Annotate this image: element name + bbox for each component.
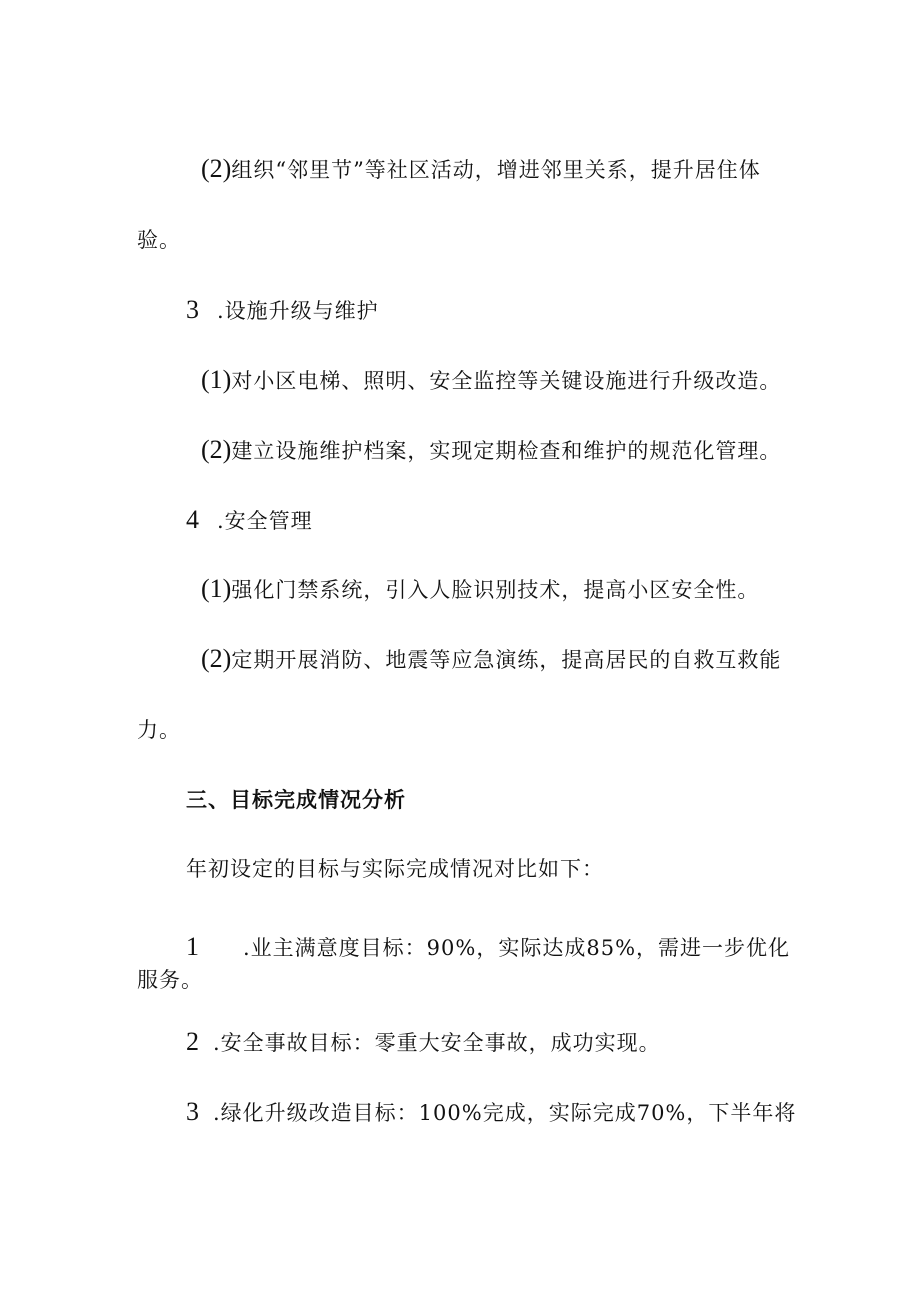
item-text: 组织“邻里节”等社区活动，增进邻里关系，提升居住体: [231, 158, 761, 182]
chapter-heading: [186, 786, 406, 814]
goal-number: 2: [186, 1027, 199, 1056]
item-text: 建立设施维护档案，实现定期检查和维护的规范化管理。: [231, 439, 782, 463]
item-number: (2): [201, 644, 232, 673]
paragraph-4-1: [201, 575, 759, 604]
goal-text: .绿化升级改造目标：100%完成，实际完成70%，下半年将: [213, 1101, 797, 1125]
paragraph-4-2-line: [201, 645, 781, 674]
goal-item-2: [186, 1028, 661, 1057]
item-number: (1): [201, 574, 232, 603]
section-title: .设施升级与维护: [217, 299, 379, 323]
paragraph-4-2-continuation: [137, 716, 181, 744]
section-heading-4: [186, 506, 313, 535]
goal-text: 服务。: [137, 968, 203, 992]
goal-number: 1: [186, 932, 199, 961]
section-number: 4: [186, 505, 199, 534]
section-heading-3: [186, 296, 379, 325]
item-text: 验。: [137, 228, 181, 252]
section-title: .安全管理: [217, 509, 313, 533]
item-number: (2): [201, 435, 232, 464]
item-number: (2): [201, 154, 232, 183]
intro-paragraph: [186, 855, 604, 883]
paragraph-2-2-continuation: [137, 226, 181, 254]
goal-item-1-continuation: [137, 966, 203, 994]
item-number: (1): [201, 365, 232, 394]
paragraph-3-2: [201, 436, 781, 465]
paragraph-3-1: [201, 366, 781, 395]
item-text: 对小区电梯、照明、安全监控等关键设施进行升级改造。: [231, 369, 782, 393]
goal-text: .安全事故目标：零重大安全事故，成功实现。: [213, 1031, 661, 1055]
goal-item-1-line: [186, 933, 790, 962]
goal-item-3-line: [186, 1098, 796, 1127]
paragraph-2-2-line: [201, 155, 761, 184]
item-text: 定期开展消防、地震等应急演练，提高居民的自救互救能: [231, 648, 782, 672]
item-text: 力。: [137, 718, 181, 742]
goal-number: 3: [186, 1097, 199, 1126]
goal-text: .业主满意度目标：90%，实际达成85%，需进一步优化: [243, 936, 791, 960]
intro-text: 年初设定的目标与实际完成情况对比如下：: [186, 857, 604, 881]
section-number: 3: [186, 295, 199, 324]
chapter-title: 三、目标完成情况分析: [186, 788, 406, 812]
item-text: 强化门禁系统，引入人脸识别技术，提高小区安全性。: [231, 578, 760, 602]
